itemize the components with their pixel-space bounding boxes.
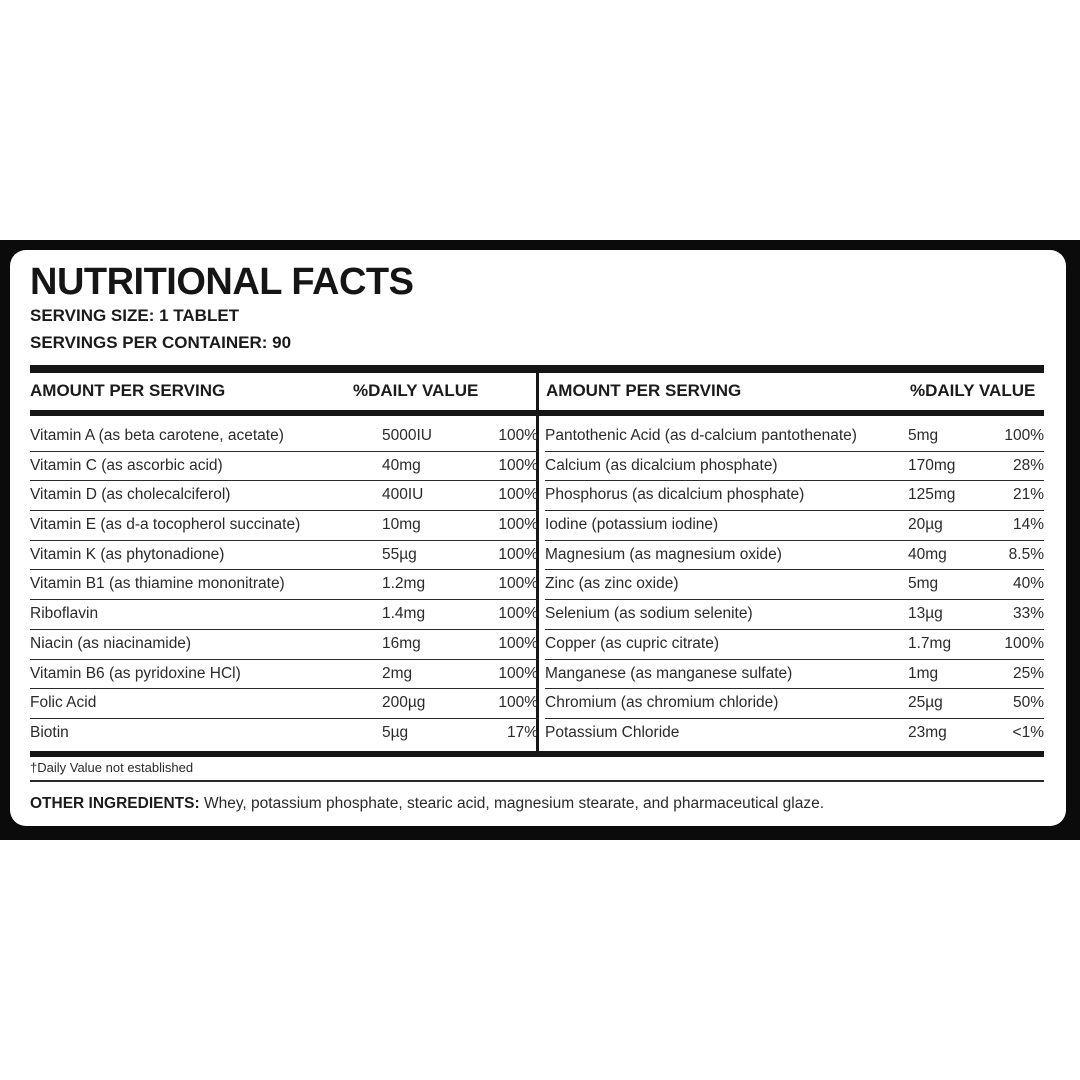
nutrient-amount: 40mg xyxy=(908,545,947,563)
nutrient-name: Copper (as cupric citrate) xyxy=(545,634,720,652)
left-amount-header: AMOUNT PER SERVING xyxy=(30,381,226,400)
header-rule xyxy=(30,410,1044,416)
nutrient-amount: 25µg xyxy=(908,694,943,712)
nutrient-row xyxy=(30,660,538,690)
nutrient-name: Niacin (as niacinamide) xyxy=(30,634,192,652)
nutrient-daily-value: 50% xyxy=(1012,694,1044,712)
nutrient-daily-value: 100% xyxy=(498,575,538,593)
nutrient-daily-value: 100% xyxy=(1004,634,1044,652)
nutrient-row xyxy=(30,511,538,541)
nutrient-row xyxy=(30,630,538,660)
right-amount-header: AMOUNT PER SERVING xyxy=(546,381,742,400)
nutrient-daily-value: 100% xyxy=(498,486,538,504)
nutrient-daily-value: 100% xyxy=(498,634,538,652)
nutrient-daily-value: 17% xyxy=(506,723,538,741)
nutrient-row xyxy=(30,481,538,511)
nutrient-name: Chromium (as chromium chloride) xyxy=(545,694,779,712)
nutrient-daily-value: 33% xyxy=(1012,605,1044,623)
nutrient-row xyxy=(545,660,1044,690)
serving-size: SERVING SIZE: 1 TABLET xyxy=(30,306,240,325)
nutrient-daily-value: 40% xyxy=(1012,575,1044,593)
nutrient-row xyxy=(30,422,538,452)
nutrient-amount: 1mg xyxy=(908,664,939,682)
nutrient-daily-value: 100% xyxy=(498,427,538,444)
nutrient-row xyxy=(30,541,538,571)
nutrient-daily-value: 100% xyxy=(498,605,538,623)
nutrient-row xyxy=(545,630,1044,660)
nutrient-amount: 5000IU xyxy=(382,427,432,444)
nutrient-name: Biotin xyxy=(30,723,69,741)
nutrient-name: Selenium (as sodium selenite) xyxy=(545,605,753,623)
nutrient-name: Riboflavin xyxy=(30,605,99,623)
nutrient-name: Vitamin E (as d-a tocopherol succinate) xyxy=(30,516,301,534)
nutrition-facts-panel xyxy=(10,250,1066,826)
nutrient-row xyxy=(30,719,538,749)
nutrient-daily-value: 100% xyxy=(498,694,538,712)
nutrient-amount: 23mg xyxy=(908,723,947,741)
nutrient-daily-value: 28% xyxy=(1012,456,1044,474)
nutrient-name: Pantothenic Acid (as d-calcium pantothenate) xyxy=(545,427,857,444)
nutrient-row xyxy=(545,511,1044,541)
right-nutrient-list xyxy=(545,422,1044,749)
other-ingredients xyxy=(30,795,824,813)
nutrient-name: Iodine (potassium iodine) xyxy=(545,516,719,534)
left-nutrient-list xyxy=(30,422,538,749)
nutrient-row xyxy=(30,570,538,600)
nutrient-amount: 125mg xyxy=(908,486,956,504)
other-ingredients-label: OTHER INGREDIENTS: xyxy=(30,795,200,812)
nutrient-amount: 10mg xyxy=(382,516,421,534)
servings-per-container: SERVINGS PER CONTAINER: 90 xyxy=(30,333,292,352)
nutrient-daily-value: 100% xyxy=(498,516,538,534)
nutrient-daily-value: 25% xyxy=(1012,664,1044,682)
nutrient-amount: 2mg xyxy=(382,664,413,682)
nutrient-daily-value: 100% xyxy=(498,456,538,474)
nutrient-amount: 200µg xyxy=(382,694,426,712)
nutrient-name: Magnesium (as magnesium oxide) xyxy=(545,545,782,563)
nutrient-name: Vitamin C (as ascorbic acid) xyxy=(30,456,223,474)
nutrient-name: Phosphorus (as dicalcium phosphate) xyxy=(545,486,805,504)
nutrient-name: Vitamin D (as cholecalciferol) xyxy=(30,486,231,504)
nutrient-row xyxy=(545,452,1044,482)
nutrient-daily-value: 100% xyxy=(498,664,538,682)
bottom-rule xyxy=(30,751,1044,757)
nutrient-name: Calcium (as dicalcium phosphate) xyxy=(545,456,778,474)
nutrient-amount: 5mg xyxy=(908,427,939,444)
nutrient-amount: 20µg xyxy=(908,516,943,534)
label-title: NUTRITIONAL FACTS xyxy=(30,261,414,303)
nutrient-name: Folic Acid xyxy=(30,694,97,712)
nutrient-row xyxy=(545,541,1044,571)
nutrient-amount: 1.4mg xyxy=(382,605,426,623)
nutrient-amount: 5µg xyxy=(382,723,409,741)
daily-value-footnote: †Daily Value not established xyxy=(30,760,194,775)
nutrient-daily-value: 100% xyxy=(1004,427,1044,444)
nutrient-amount: 5mg xyxy=(908,575,939,593)
other-ingredients-text: Whey, potassium phosphate, stearic acid, magnesium stearate, and pharmaceutical glaze. xyxy=(199,795,825,812)
nutrient-daily-value: <1% xyxy=(1012,723,1044,741)
nutrient-row xyxy=(545,600,1044,630)
nutrient-row xyxy=(545,422,1044,452)
nutrient-amount: 400IU xyxy=(382,486,424,504)
nutrient-daily-value: 14% xyxy=(1012,516,1044,534)
footnote-rule xyxy=(30,780,1044,782)
nutrient-daily-value: 21% xyxy=(1012,486,1044,504)
nutrient-name: Vitamin A (as beta carotene, acetate) xyxy=(30,427,284,444)
nutrient-amount: 40mg xyxy=(382,456,421,474)
nutrient-name: Zinc (as zinc oxide) xyxy=(545,575,679,593)
nutrient-row xyxy=(30,600,538,630)
nutrient-amount: 170mg xyxy=(908,456,956,474)
nutrient-amount: 13µg xyxy=(908,605,943,623)
nutrient-name: Potassium Chloride xyxy=(545,723,680,741)
left-dv-header: %DAILY VALUE xyxy=(353,381,479,400)
top-rule xyxy=(30,365,1044,373)
nutrient-row xyxy=(545,481,1044,511)
nutrient-daily-value: 100% xyxy=(498,545,538,563)
nutrient-row xyxy=(545,719,1044,749)
nutrient-amount: 1.2mg xyxy=(382,575,426,593)
nutrient-row xyxy=(30,689,538,719)
nutrient-row xyxy=(545,689,1044,719)
nutrient-amount: 55µg xyxy=(382,545,417,563)
right-dv-header: %DAILY VALUE xyxy=(910,381,1036,400)
nutrient-amount: 1.7mg xyxy=(908,634,952,652)
nutrient-name: Manganese (as manganese sulfate) xyxy=(545,664,793,682)
nutrient-row xyxy=(30,452,538,482)
nutrient-daily-value: 8.5% xyxy=(1008,545,1044,563)
nutrient-name: Vitamin B6 (as pyridoxine HCl) xyxy=(30,664,241,682)
nutrient-row xyxy=(545,570,1044,600)
nutrient-amount: 16mg xyxy=(382,634,421,652)
nutrient-name: Vitamin B1 (as thiamine mononitrate) xyxy=(30,575,285,593)
nutrient-name: Vitamin K (as phytonadione) xyxy=(30,545,225,563)
